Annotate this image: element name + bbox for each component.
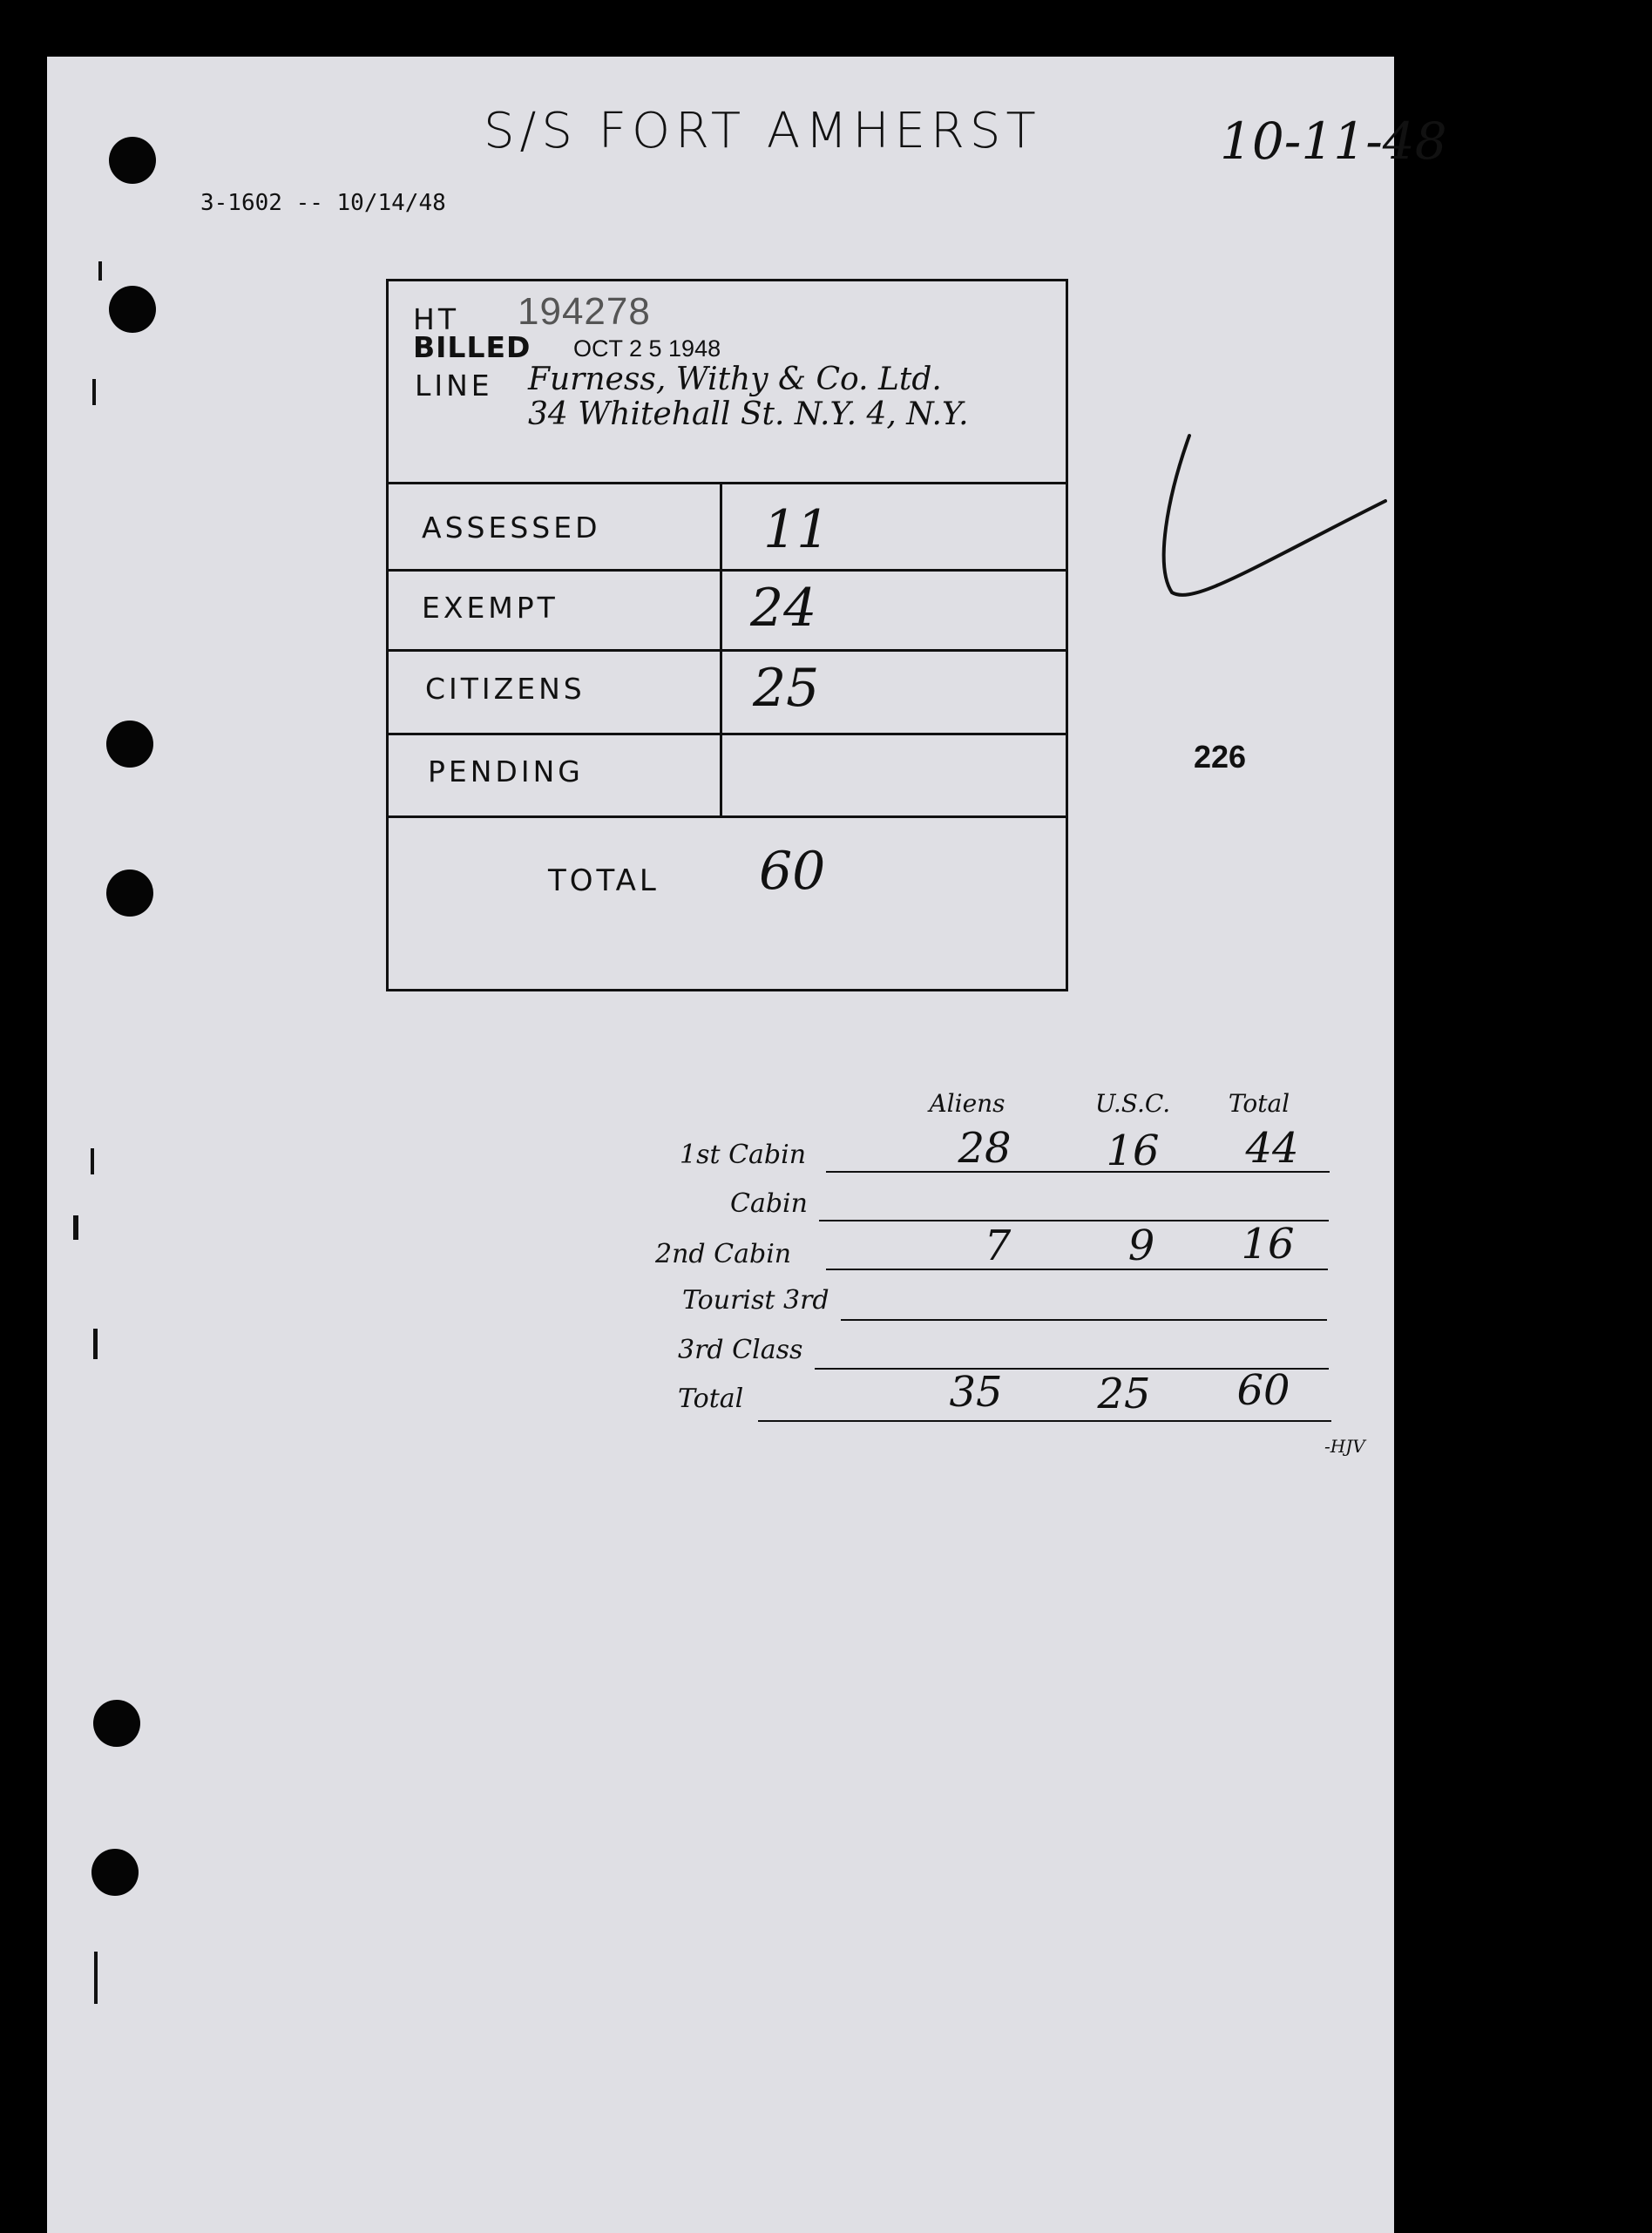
edge-mark [91,1148,94,1174]
assessed-label: ASSESSED [422,511,601,545]
cell-2nd-cabin-aliens: 7 [984,1221,1012,1270]
edge-mark [92,379,96,405]
line-label: LINE [415,369,493,403]
column-divider [720,484,722,818]
document-date: 10-11-48 [1220,112,1447,171]
cell-2nd-cabin-usc: 9 [1127,1221,1155,1270]
ship-name: S/S FORT AMHERST [484,103,1041,159]
edge-mark [98,261,102,281]
billing-box [386,279,1068,991]
column-header-usc: U.S.C. [1094,1089,1171,1118]
row-underline [841,1319,1327,1321]
total-value: 60 [759,841,826,902]
ht-label: HT [413,302,459,336]
edge-mark [94,1952,98,2004]
reference-number: 3-1602 -- 10/14/48 [200,190,446,216]
total-label: TOTAL [548,863,660,898]
row-underline [826,1269,1328,1270]
row-label-tourist-3rd: Tourist 3rd [682,1285,829,1316]
pending-label: PENDING [428,754,584,788]
billed-label: BILLED [413,330,531,364]
row-label-1st-cabin: 1st Cabin [680,1140,807,1170]
punch-hole [106,870,153,917]
line-company: Furness, Withy & Co. Ltd. [528,362,942,397]
initials: -HJV [1324,1436,1365,1457]
cell-1st-cabin-total: 44 [1245,1124,1299,1173]
row-label-cabin: Cabin [730,1188,808,1219]
check-mark-icon [1150,418,1394,610]
cell-total-total: 60 [1236,1366,1290,1415]
row-label-total: Total [678,1384,744,1414]
column-header-total: Total [1228,1089,1290,1118]
edge-mark [93,1329,98,1359]
edge-mark [73,1215,78,1240]
billed-date-stamp: OCT 2 5 1948 [573,335,721,362]
cell-total-aliens: 35 [949,1368,1003,1417]
assessed-value: 11 [763,499,830,560]
citizens-value: 25 [753,658,820,719]
row-label-2nd-cabin: 2nd Cabin [655,1239,792,1269]
line-address: 34 Whitehall St. N.Y. 4, N.Y. [528,396,969,432]
punch-hole [109,137,156,184]
row-underline [758,1420,1331,1422]
cell-total-usc: 25 [1097,1370,1151,1418]
exempt-label: EXEMPT [422,591,559,625]
page-number: 226 [1194,739,1247,775]
column-header-aliens: Aliens [929,1089,1005,1118]
divider [389,733,1066,735]
divider [389,569,1066,572]
punch-hole [93,1700,140,1747]
citizens-label: CITIZENS [425,672,586,706]
row-label-3rd-class: 3rd Class [678,1335,803,1365]
cell-2nd-cabin-total: 16 [1241,1220,1295,1269]
divider [389,649,1066,652]
exempt-value: 24 [750,578,817,639]
punch-hole [91,1849,139,1896]
punch-hole [106,721,153,768]
cell-1st-cabin-usc: 16 [1106,1127,1160,1175]
divider [389,482,1066,484]
divider [389,815,1066,818]
punch-hole [109,286,156,333]
cell-1st-cabin-aliens: 28 [958,1124,1012,1173]
ht-number: 194278 [518,290,651,333]
